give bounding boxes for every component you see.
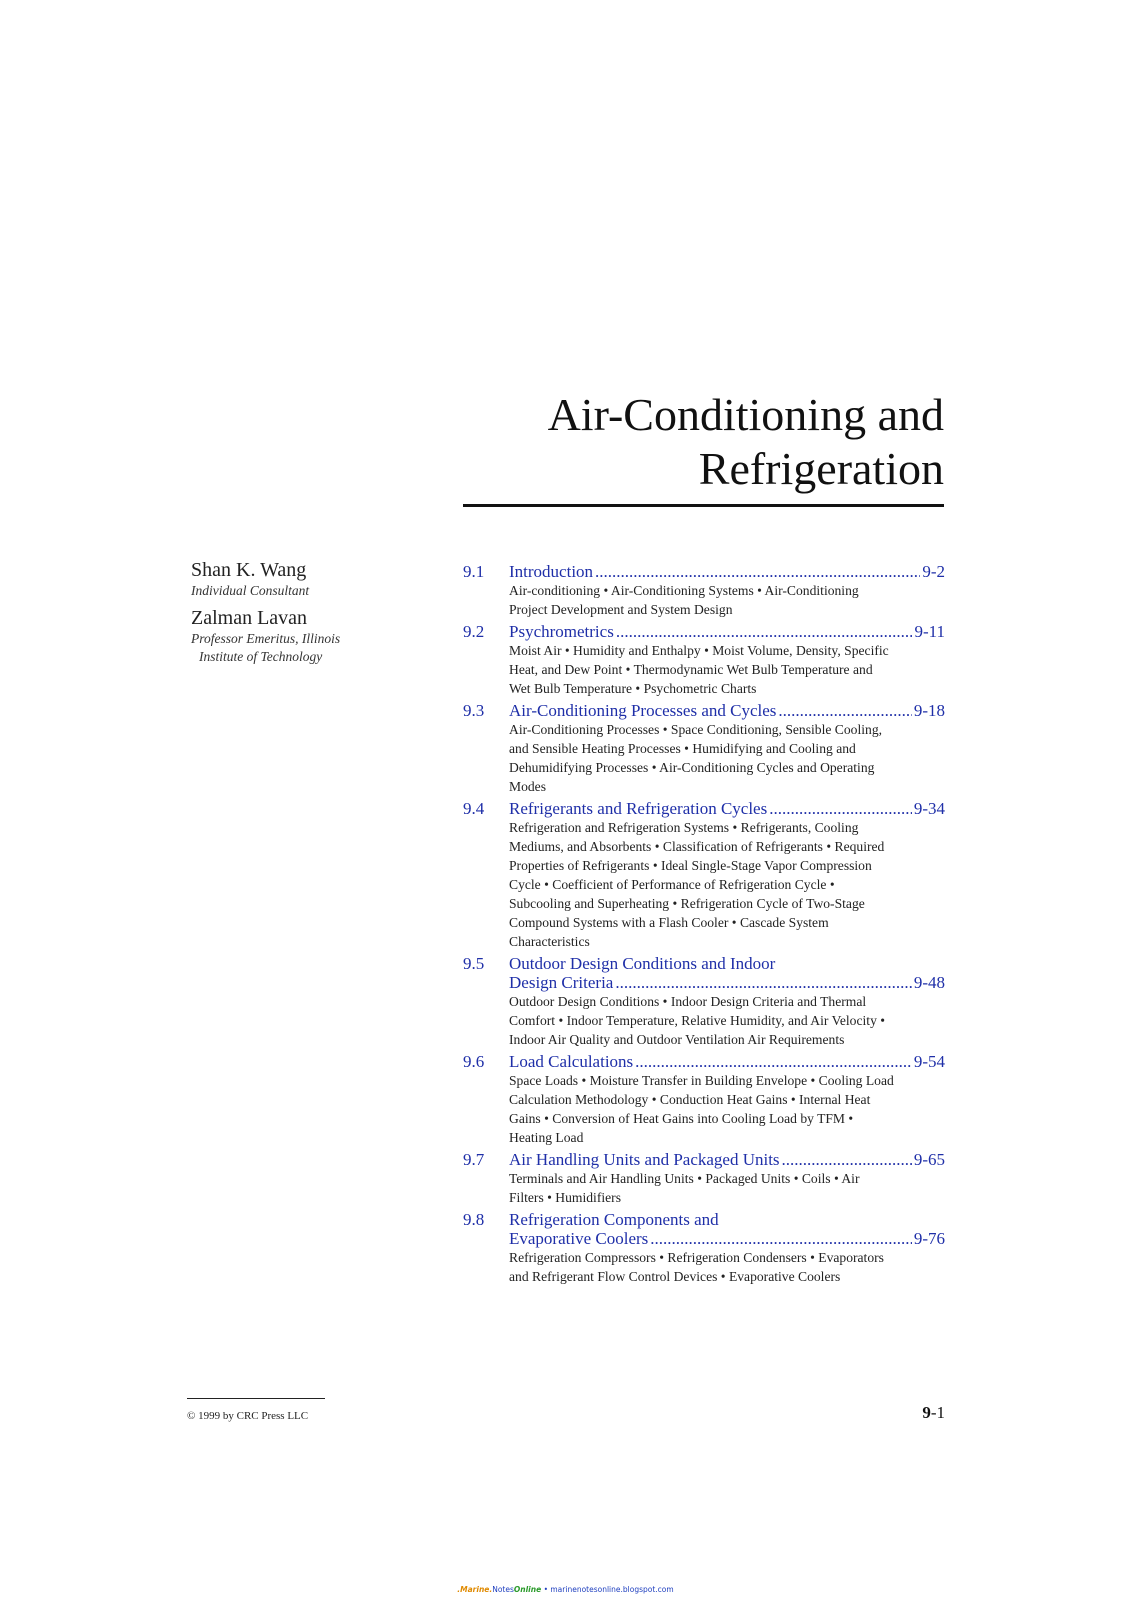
toc-entry[interactable]: [463, 562, 945, 619]
page-number-chapter: 9: [922, 1403, 931, 1422]
author-affiliation: Individual Consultant: [191, 583, 310, 598]
page-number-suffix: -1: [930, 1403, 945, 1422]
toc-section-title[interactable]: Refrigerants and Refrigeration Cycles: [509, 799, 768, 818]
toc-section-number: 9.5: [463, 954, 485, 973]
toc-section-title-line-1[interactable]: Outdoor Design Conditions and Indoor: [509, 954, 776, 973]
toc-page-number: 9-11: [914, 622, 945, 641]
toc-section-link[interactable]: [509, 1052, 945, 1071]
toc-section-link[interactable]: [509, 562, 945, 581]
toc-entry[interactable]: [463, 622, 945, 698]
toc-section-number: 9.7: [463, 1150, 485, 1169]
dot-leader: [778, 701, 911, 720]
watermark: [0, 1585, 1131, 1594]
authors-block: [191, 558, 391, 672]
author-name: Zalman Lavan: [191, 607, 308, 629]
toc-section-link[interactable]: [509, 1229, 945, 1248]
author: [191, 558, 391, 600]
toc-section-title[interactable]: Air Handling Units and Packaged Units: [509, 1150, 780, 1169]
toc-entry[interactable]: [463, 954, 945, 1049]
toc-section-title[interactable]: Evaporative Coolers: [509, 1229, 649, 1248]
toc-section-link[interactable]: [509, 701, 945, 720]
toc-section-title[interactable]: Air-Conditioning Processes and Cycles: [509, 701, 777, 720]
toc-page-number: 9-54: [913, 1052, 945, 1071]
author: [191, 606, 391, 666]
dot-leader: [635, 1052, 912, 1071]
toc-section-link[interactable]: [509, 622, 945, 641]
toc-section-description: Air-conditioning • Air-Conditioning Systems • Air-Conditioning Project Development and System Design: [509, 583, 859, 617]
dot-leader: [616, 622, 913, 641]
toc-section-title[interactable]: Design Criteria: [509, 973, 614, 992]
toc-entry[interactable]: [463, 799, 945, 951]
toc-page-number: 9-65: [913, 1150, 945, 1169]
watermark-brand-b: Notes: [492, 1585, 514, 1594]
author-affiliation: Professor Emeritus, Illinois Institute of Technology: [191, 631, 341, 664]
toc-section-number: 9.2: [463, 622, 485, 641]
toc-entry[interactable]: [463, 1150, 945, 1207]
toc-page-number: 9-2: [922, 562, 945, 581]
toc-section-description: Refrigeration and Refrigeration Systems • Refrigerants, Cooling Mediums, and Absorbents • Classification of Refrigerants • Required Properties of Refrigerants • Ideal Single-Stage Vapor Compression Cycle • Coefficient of Performance of Refrigeration Cycle • Subcooling and Superheating • Refrigeration Cycle of Two-Stage Compound Systems with a Flash Cooler • Cascade System Characteristics: [509, 820, 885, 949]
toc-section-number: 9.8: [463, 1210, 485, 1229]
toc-section-link[interactable]: [509, 799, 945, 818]
chapter-title: [455, 388, 944, 496]
dot-leader: [650, 1229, 912, 1248]
toc-section-description: Space Loads • Moisture Transfer in Building Envelope • Cooling Load Calculation Methodology • Conduction Heat Gains • Internal Heat Gains • Conversion of Heat Gains into Cooling Load by TFM • Heating Load: [509, 1073, 894, 1145]
toc-section-number: 9.3: [463, 701, 485, 720]
toc-section-title[interactable]: Load Calculations: [509, 1052, 634, 1071]
dot-leader: [769, 799, 912, 818]
toc-page-number: 9-48: [913, 973, 945, 992]
chapter-title-line-2: Refrigeration: [698, 443, 944, 494]
toc-entry[interactable]: [463, 1052, 945, 1147]
toc-section-title[interactable]: Introduction: [509, 562, 594, 581]
toc-section-description: Moist Air • Humidity and Enthalpy • Moist Volume, Density, Specific Heat, and Dew Point • Thermodynamic Wet Bulb Temperature and Wet Bulb Temperature • Psychometric Charts: [509, 643, 889, 696]
toc-section-number: 9.4: [463, 799, 485, 818]
watermark-brand-c: Online: [513, 1585, 542, 1594]
toc-section-description: Outdoor Design Conditions • Indoor Design Criteria and Thermal Comfort • Indoor Temperature, Relative Humidity, and Air Velocity • Indoor Air Quality and Outdoor Ventilation Air Requirements: [509, 994, 886, 1047]
toc-section-link[interactable]: [509, 973, 945, 992]
title-rule: [463, 504, 944, 507]
toc-entry[interactable]: [463, 701, 945, 796]
chapter-title-line-1: Air-Conditioning and: [547, 389, 944, 440]
toc-section-description: Terminals and Air Handling Units • Packaged Units • Coils • Air Filters • Humidifiers: [509, 1171, 860, 1205]
footer-rule: [187, 1398, 325, 1399]
table-of-contents: [463, 562, 945, 1289]
dot-leader: [782, 1150, 912, 1169]
toc-page-number: 9-18: [913, 701, 945, 720]
toc-page-number: 9-34: [913, 799, 945, 818]
toc-section-number: 9.1: [463, 562, 485, 581]
page-number: [922, 1403, 945, 1423]
toc-section-number: 9.6: [463, 1052, 485, 1071]
dot-leader: [595, 562, 920, 581]
toc-section-title-line-1[interactable]: Refrigeration Components and: [509, 1210, 719, 1229]
toc-section-description: Refrigeration Compressors • Refrigeration Condensers • Evaporators and Refrigerant Flow Control Devices • Evaporative Coolers: [509, 1250, 884, 1284]
toc-section-title[interactable]: Psychrometrics: [509, 622, 614, 641]
toc-section-link[interactable]: [509, 1150, 945, 1169]
copyright-notice: © 1999 by CRC Press LLC: [187, 1410, 309, 1422]
toc-entry[interactable]: [463, 1210, 945, 1286]
author-name: Shan K. Wang: [191, 559, 307, 581]
toc-page-number: 9-76: [913, 1229, 945, 1248]
dot-leader: [615, 973, 911, 992]
toc-section-description: Air-Conditioning Processes • Space Conditioning, Sensible Cooling, and Sensible Heating Processes • Humidifying and Cooling and Dehumidifying Processes • Air-Conditioning Cycles and Operating Modes: [509, 722, 883, 794]
watermark-brand-a: .Marine.: [457, 1585, 493, 1594]
watermark-url: • marinenotesonline.blogspot.com: [541, 1585, 674, 1594]
